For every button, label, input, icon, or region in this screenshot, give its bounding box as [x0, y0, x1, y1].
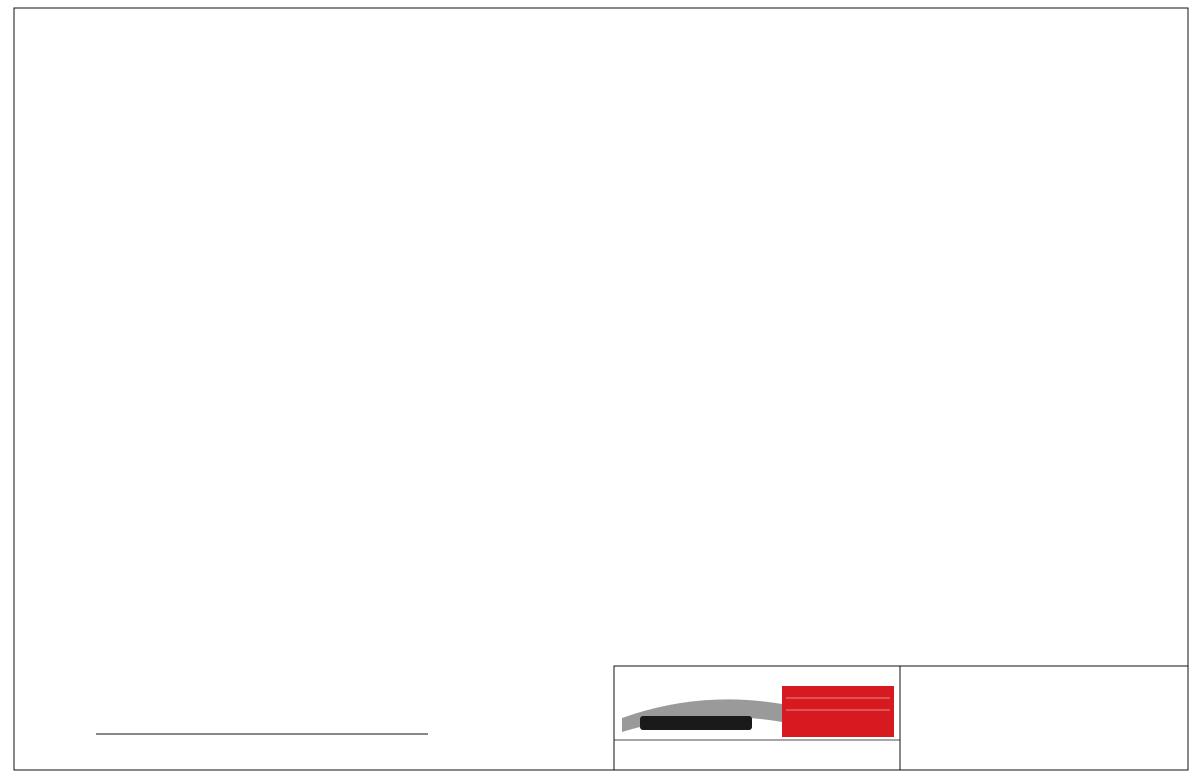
logo-contracting-bar	[640, 716, 752, 730]
sheet-border	[14, 8, 1188, 770]
mclean-logo	[622, 686, 894, 737]
logo-red-band	[782, 686, 894, 737]
